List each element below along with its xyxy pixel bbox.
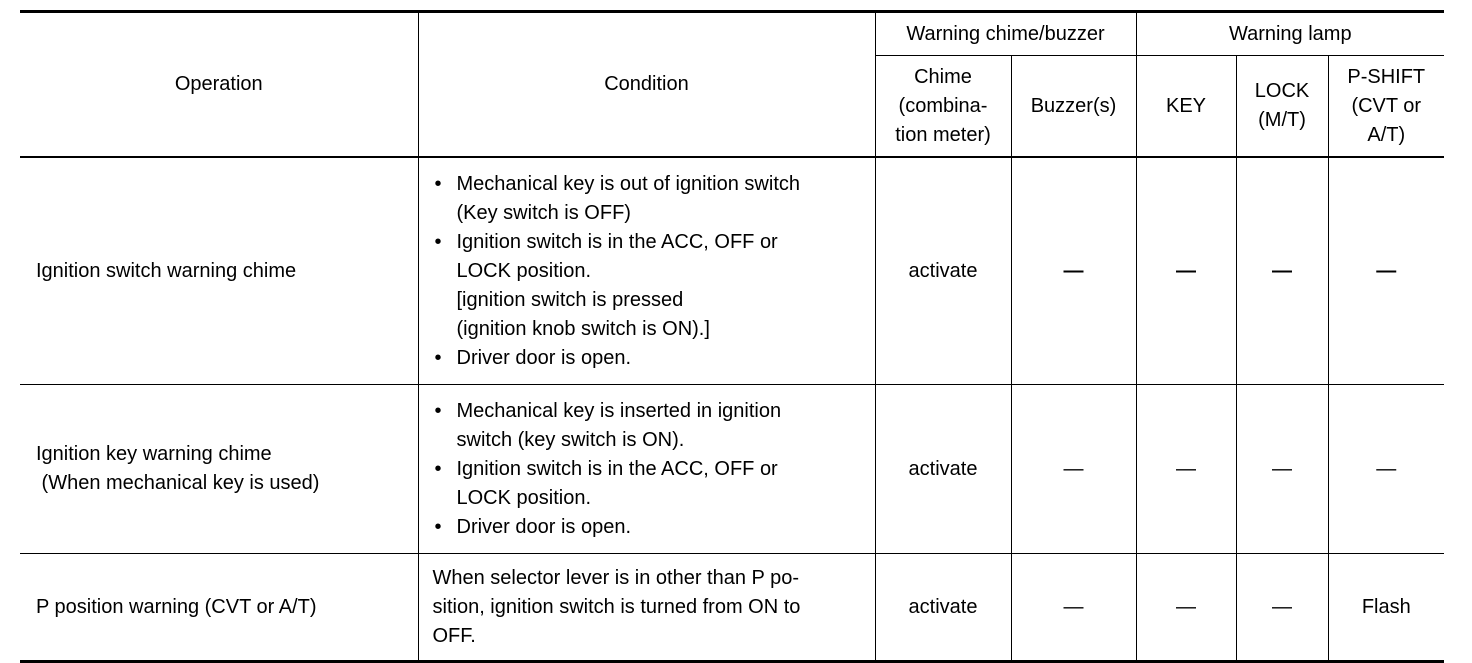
buzzer-cell: — — [1011, 157, 1136, 385]
condition-cell — [418, 554, 875, 662]
buzzer-cell: — — [1011, 385, 1136, 554]
pshift-cell: — — [1328, 385, 1444, 554]
key-cell: — — [1136, 554, 1236, 662]
condition-list — [433, 170, 863, 373]
operation-cell: P position warning (CVT or A/T) — [20, 554, 418, 662]
key-cell: — — [1136, 157, 1236, 385]
header-group-chime-buzzer: Warning chime/buzzer — [875, 12, 1136, 56]
condition-item: • Driver door is open. — [433, 513, 863, 542]
header-condition: Condition — [418, 12, 875, 158]
condition-cell — [418, 157, 875, 385]
bullet-icon: • — [434, 399, 442, 422]
bullet-icon: • — [434, 346, 442, 369]
operation-cell: Ignition switch warning chime — [20, 157, 418, 385]
table-row — [20, 554, 1444, 662]
bullet-icon: • — [434, 457, 442, 480]
bullet-icon: • — [434, 515, 442, 538]
buzzer-cell: — — [1011, 554, 1136, 662]
header-group-warning-lamp: Warning lamp — [1136, 12, 1444, 56]
condition-list — [433, 397, 863, 542]
header-pshift: P-SHIFT (CVT or A/T) — [1328, 56, 1444, 158]
header-key: KEY — [1136, 56, 1236, 158]
warning-table-container — [20, 10, 1444, 663]
condition-item: • Driver door is open. — [433, 344, 863, 373]
key-cell: — — [1136, 385, 1236, 554]
warning-table — [20, 10, 1444, 663]
chime-cell: activate — [875, 554, 1011, 662]
pshift-cell: Flash — [1328, 554, 1444, 662]
bullet-icon: • — [434, 230, 442, 253]
lock-cell: — — [1236, 385, 1328, 554]
condition-text: When selector lever is in other than P po- sition, ignition switch is turned from ON to OFF. — [432, 566, 801, 647]
chime-cell: activate — [875, 157, 1011, 385]
table-row — [20, 157, 1444, 385]
pshift-cell: — — [1328, 157, 1444, 385]
header-lock: LOCK (M/T) — [1236, 56, 1328, 158]
bullet-icon: • — [434, 172, 442, 195]
condition-item: • Mechanical key is inserted in ignition switch (key switch is ON). — [433, 397, 863, 455]
header-chime: Chime (combina- tion meter) — [875, 56, 1011, 158]
table-row — [20, 385, 1444, 554]
header-buzzer: Buzzer(s) — [1011, 56, 1136, 158]
condition-cell — [418, 385, 875, 554]
condition-item: • Ignition switch is in the ACC, OFF or LOCK position. [ignition switch is pressed (ignition knob switch is ON).] — [433, 228, 863, 344]
condition-item: • Ignition switch is in the ACC, OFF or LOCK position. — [433, 455, 863, 513]
condition-item: • Mechanical key is out of ignition switch (Key switch is OFF) — [433, 170, 863, 228]
lock-cell: — — [1236, 554, 1328, 662]
chime-cell: activate — [875, 385, 1011, 554]
operation-cell: Ignition key warning chime (When mechanical key is used) — [20, 385, 418, 554]
header-operation: Operation — [20, 12, 418, 158]
lock-cell: — — [1236, 157, 1328, 385]
